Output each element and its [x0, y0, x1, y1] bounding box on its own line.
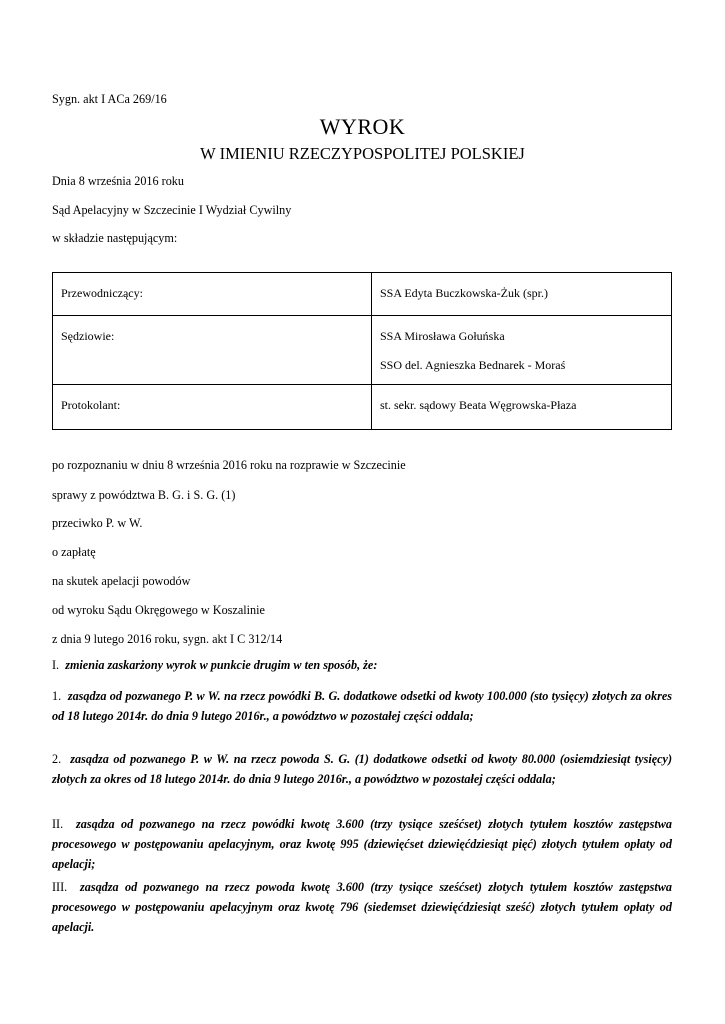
table-row	[53, 273, 672, 316]
ruling-point-1-2	[52, 750, 672, 790]
proceedings-line: po rozpoznaniu w dniu 8 września 2016 roku na rozprawie w Szczecinie	[52, 458, 406, 472]
role-clerk: Protokolant:	[53, 385, 372, 430]
case-signature: Sygn. akt I ACa 269/16	[52, 92, 167, 106]
ruling-number: III.	[52, 880, 68, 894]
document-title: WYROK	[319, 114, 406, 139]
name-judge-2: SSO del. Agnieszka Bednarek - Moraś	[380, 358, 566, 372]
proceedings-line: od wyroku Sądu Okręgowego w Koszalinie	[52, 603, 265, 617]
ruling-text: zasądza od pozwanego na rzecz powódki kwotę 3.600 (trzy tysiące sześćset) złotych tytułem kosztów zastępstwa procesowego w postępowaniu apelacyjnym, oraz kwotę 995 (dziewięćset dziewięćdziesiąt pięć) złotych tytułem opłaty od apelacji;	[52, 817, 673, 871]
role-judges: Sędziowie:	[53, 316, 372, 385]
proceedings-line: z dnia 9 lutego 2016 roku, sygn. akt I C 312/14	[52, 632, 283, 646]
table-row	[53, 385, 672, 430]
ruling-text: zasądza od pozwanego P. w W. na rzecz powoda S. G. (1) dodatkowe odsetki od kwoty 80.000 (osiemdziesiąt tysięcy) złotych za okres od 18 lutego 2014r. do dnia 9 lutego 2016r., a powództwo w pozostałej części oddala;	[52, 752, 673, 786]
proceedings-line: o zapłatę	[52, 545, 96, 559]
composition-intro: w składzie następującym:	[52, 231, 178, 245]
ruling-point-1-1	[52, 687, 672, 727]
name-presiding: SSA Edyta Buczkowska-Żuk (spr.)	[372, 273, 672, 316]
judges-names-cell	[372, 316, 672, 385]
table-row	[53, 316, 672, 385]
document-subtitle: W IMIENIU RZECZYPOSPOLITEJ POLSKIEJ	[200, 144, 525, 163]
ruling-text: zasądza od pozwanego na rzecz powoda kwotę 3.600 (trzy tysiące sześćset) złotych tytułem kosztów zastępstwa procesowego w postępowaniu apelacyjnym oraz kwotę 796 (siedemset dziewięćdziesiąt sześć) złotych tytułem opłaty od apelacji.	[52, 880, 673, 934]
proceedings-line: przeciwko P. w W.	[52, 516, 143, 530]
proceedings-line: sprawy z powództwa B. G. i S. G. (1)	[52, 488, 236, 502]
ruling-number: II.	[52, 817, 64, 831]
ruling-number: 2.	[52, 752, 62, 766]
ruling-point-3	[52, 878, 672, 937]
judgment-date: Dnia 8 września 2016 roku	[52, 174, 184, 188]
ruling-point-1	[52, 656, 672, 676]
ruling-number: 1.	[52, 689, 62, 703]
court-name: Sąd Apelacyjny w Szczecinie I Wydział Cywilny	[52, 203, 292, 217]
ruling-text: zmienia zaskarżony wyrok w punkcie drugim w ten sposób, że:	[65, 658, 378, 672]
role-presiding: Przewodniczący:	[53, 273, 372, 316]
court-composition-table	[52, 272, 672, 430]
ruling-point-2	[52, 815, 672, 874]
name-judge-1: SSA Mirosława Gołuńska	[380, 329, 505, 343]
ruling-number: I.	[52, 658, 60, 672]
proceedings-line: na skutek apelacji powodów	[52, 574, 191, 588]
ruling-text: zasądza od pozwanego P. w W. na rzecz powódki B. G. dodatkowe odsetki od kwoty 100.000 (sto tysięcy) złotych za okres od 18 lutego 2014r. do dnia 9 lutego 2016r., a powództwo w pozostałej części oddala;	[52, 689, 673, 723]
name-clerk: st. sekr. sądowy Beata Węgrowska-Płaza	[372, 385, 672, 430]
